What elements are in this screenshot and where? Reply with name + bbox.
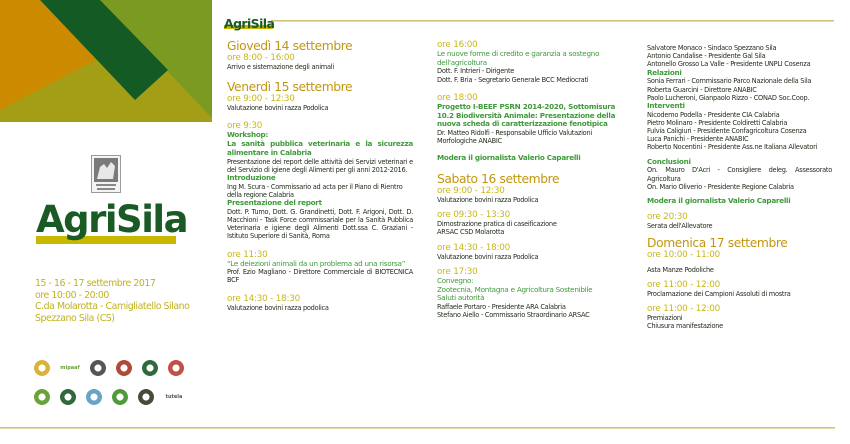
activity-text: Arrivo e sistemazione degli animali [227, 63, 334, 71]
speaker-line: Roberta Guarcini - Direttore ANABIC [647, 85, 757, 94]
tutela-logo: tutela [165, 394, 183, 400]
section-label: Presentazione del report [227, 198, 322, 208]
time-slot: ore 14:30 - 18:30 [227, 293, 301, 304]
time-slot: ore 11:30 [227, 249, 268, 260]
event-info [35, 278, 215, 325]
day-heading: Domenica 17 settembre [647, 235, 788, 250]
event-dates: 15 - 16 - 17 settembre 2017 [35, 278, 156, 289]
section-label: Introduzione [227, 172, 276, 182]
speaker-line: On. Mario Oliverio - Presidente Regione Calabria [647, 182, 794, 191]
activity-text: Dr. Matteo Ridolfi - Responsabile Ufficio Valutazioni Morfologiche ANABIC [437, 128, 592, 146]
section-label: Saluti autorità [437, 293, 485, 303]
section-label: Relazioni [647, 67, 682, 77]
workshop-title: La sanità pubblica veterinaria e la sicurezza alimentare in Calabria [227, 139, 413, 157]
agrisila-logo [34, 198, 188, 248]
activity-text: Valutazione bovini razza Podolica [227, 104, 329, 113]
time-slot: ore 11:00 - 12:00 [647, 280, 721, 291]
day-heading: Venerdì 15 settembre [227, 80, 353, 95]
anabic-logo [116, 360, 132, 376]
activity-text: Proclamazione dei Campioni Assoluti di mostra [647, 290, 791, 299]
activity-text: Asta Manze Podoliche [647, 265, 714, 274]
activity-text: Dimostrazione pratica di caseificazione [437, 220, 557, 229]
section-label: Convegno: [437, 275, 474, 285]
time-slot: ore 17:30 [437, 266, 478, 277]
regione-calabria-logo [34, 360, 50, 376]
program-column-1 [227, 39, 413, 312]
section-label: Workshop: [227, 130, 269, 140]
comune-crest-logo [138, 389, 154, 405]
talk-title: “Le deiezioni animali da un problema ad una risorsa” [227, 258, 406, 268]
speaker-line: Fulvia Caligiuri - Presidente Confagricoltura Cosenza [647, 127, 807, 136]
activity-text: Serata dell'Allevatore [647, 221, 713, 230]
activity-text: Dott. P. Tumo, Dott. G. Grandinetti, Dott. F. Arigoni, Dott. D. Macchioni - Task Force commissariale per la Sanità Pubblica Veterinaria e igiene degli Alimenti Dott.ssa C. Graziani - Istituto Superiore di Sanità, Roma [227, 207, 413, 241]
activity-text: Valutazione bovini razza Podolica [437, 252, 539, 261]
time-slot: ore 18:00 [437, 92, 478, 103]
time-slot: ore 14:30 - 18:00 [437, 242, 511, 253]
gal-sila-logo [60, 389, 76, 405]
ara-logo [90, 360, 106, 376]
parco-sila-logo [34, 389, 50, 405]
mipaaf-logo: mipaaf [60, 365, 80, 371]
activity-text: Raffaele Portaro - Presidente ARA Calabria [437, 302, 566, 311]
consorzio-logo [142, 360, 158, 376]
program-column-3 [647, 44, 832, 331]
speaker-line: Nicodemo Podella - Presidente CIA Calabria [647, 110, 780, 119]
speaker-line: Antonello Grosso La Valle - Presidente UNPLI Cosenza [647, 60, 811, 69]
time-slot: ore 9:30 [227, 121, 263, 132]
time-slot: ore 11:00 - 12:00 [647, 304, 721, 315]
activity-text: Ing M. Scura - Commissario ad acta per il Piano di Rientro della regione Calabria [227, 182, 403, 199]
talk-title: Progetto I-BEEF PSRN 2014-2020, Sottomisura 10.2 Biodiversità Animale: Presentazione della nuova scheda di caratterizzazione fenotipica [437, 101, 616, 129]
time-slot: ore 16:00 [437, 40, 478, 50]
top-divider [271, 20, 834, 22]
header-brand-text: AgriSila [224, 16, 275, 31]
moderator-text: Modera il giornalista Valerio Caparelli [437, 153, 581, 163]
time-slot: ore 10:00 - 11:00 [647, 249, 721, 260]
activity-text: Presentazione dei report delle attività dei Servizi veterinari e del Servizio di igiene degli Alimenti per gli anni 2012-2016. [227, 157, 413, 174]
section-label: Interventi [647, 100, 685, 110]
activity-text: ARSAC CSD Molarotta [437, 228, 505, 237]
speaker-line: On. Mauro D'Acri - Consigliere deleg. Assessorato Agricoltura [647, 166, 832, 183]
activity-text: Prof. Ezio Magliano - Direttore Commerciale di BIOTECNICA BCF [227, 268, 413, 285]
activity-text: Valutazione bovini razza podolica [227, 303, 329, 312]
speaker-line: Salvatore Monaco - Sindaco Spezzano Sila [647, 44, 777, 52]
event-hours: ore 10:00 - 20:00 [35, 289, 109, 301]
speaker-line: Sonia Ferrari - Commissario Parco Nazionale della Sila [647, 77, 812, 86]
agrisila-logo-text: AgriSila [36, 198, 188, 241]
ara-calabria-logo [91, 155, 121, 193]
header-brand [224, 13, 274, 32]
speaker-line: Paolo Lucheroni, Gianpaolo Rizzo - CONAD Soc.Coop. [647, 93, 810, 102]
calabria-logo [112, 389, 128, 405]
activity-text: Valutazione bovini razza Podolica [437, 196, 539, 205]
cover-graphic [0, 0, 212, 122]
arsac-logo [86, 389, 102, 405]
day-heading: Sabato 16 settembre [437, 172, 560, 187]
speaker-line: Luca Panichi - Presidente ANABIC [647, 135, 749, 144]
activity-text: Chiusura manifestazione [647, 322, 723, 331]
talk-title: Le nuove forme di credito e garanzia a sostegno dell'agricoltura [437, 49, 600, 67]
talk-title: Zootecnia, Montagna e Agricoltura Sostenibile [437, 284, 593, 294]
sponsor-logos [34, 358, 184, 408]
section-label: Conclusioni [647, 156, 691, 166]
time-slot: ore 09:30 - 13:30 [437, 210, 511, 221]
speaker-line: Antonio Candalise - Presidente Gal Sila [647, 52, 766, 61]
time-slot: ore 8:00 - 16:00 [227, 53, 295, 63]
speaker-line: Pietro Molinaro - Presidente Coldiretti Calabria [647, 118, 788, 127]
association-logo [168, 360, 184, 376]
bottom-divider [0, 427, 835, 429]
time-slot: ore 9:00 - 12:30 [437, 186, 505, 197]
time-slot: ore 9:00 - 12:30 [227, 94, 295, 105]
activity-text: Dott. F. Intrieri - Dirigente [437, 67, 515, 76]
moderator-text: Modera il giornalista Valerio Caparelli [647, 195, 791, 205]
activity-text: Dott. F. Bria - Segretario Generale BCC Mediocrati [437, 75, 589, 84]
activity-text: Premiazioni [647, 314, 683, 323]
speaker-line: Roberto Nocentini - Presidente Ass.ne Italiana Allevatori [647, 143, 818, 152]
activity-text: Stefano Aiello - Commissario Straordinario ARSAC [437, 311, 590, 320]
day-heading: Giovedì 14 settembre [227, 39, 353, 53]
time-slot: ore 20:30 [647, 211, 688, 222]
event-place: C.da Molarotta - Camigliatello Silano [35, 301, 190, 313]
program-column-2 [437, 40, 627, 319]
event-town: Spezzano Sila (CS) [35, 313, 115, 325]
